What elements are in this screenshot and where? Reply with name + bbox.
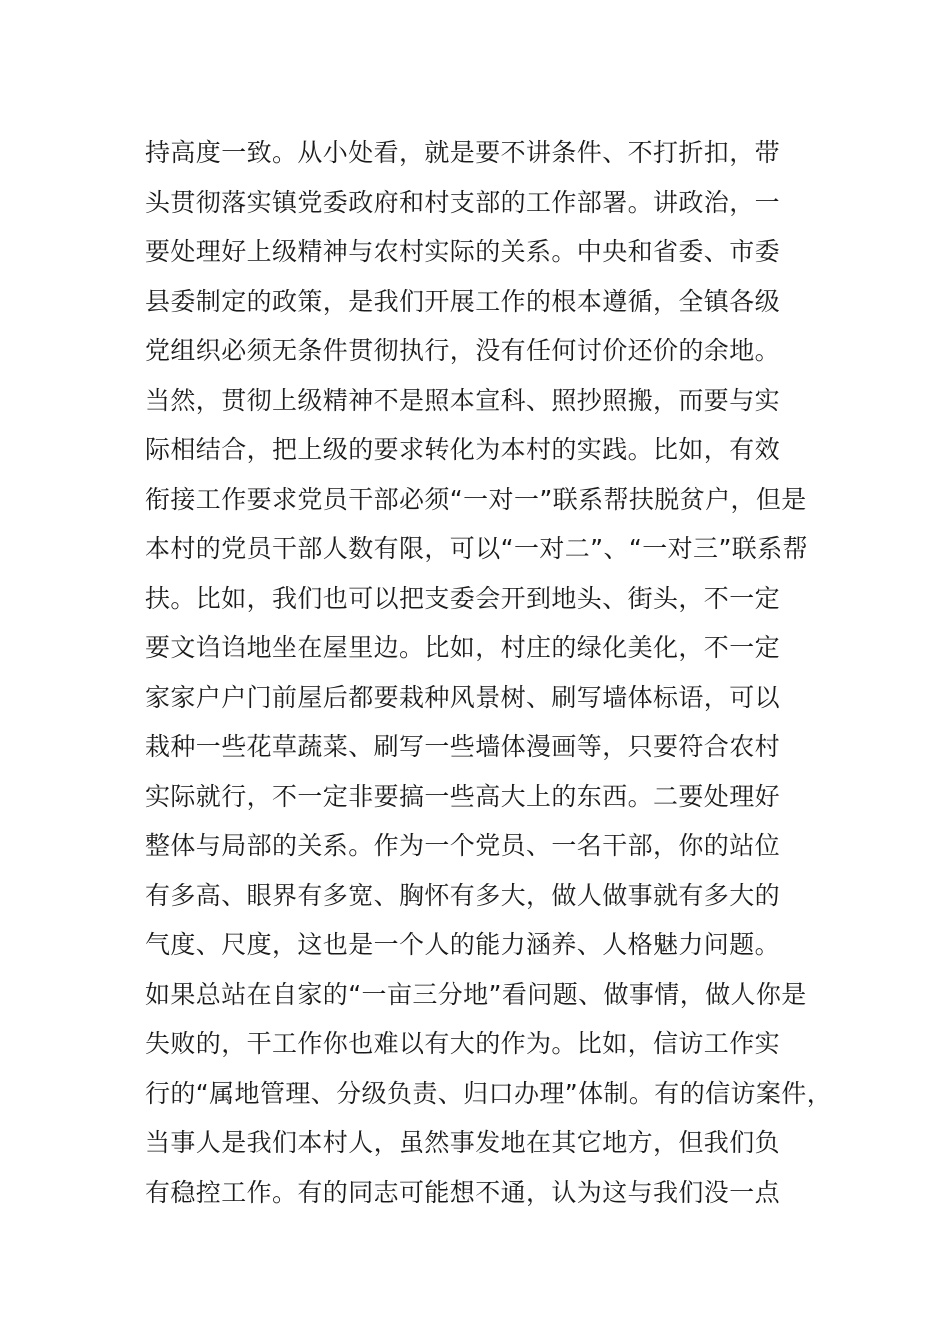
text-line: 当事人是我们本村人，虽然事发地在其它地方，但我们负 bbox=[145, 1128, 781, 1157]
text-line: 县委制定的政策，是我们开展工作的根本遵循，全镇各级 bbox=[145, 286, 781, 316]
text-line: 党组织必须无条件贯彻执行，没有任何讨价还价的余地。 bbox=[145, 336, 781, 365]
text-line: 持高度一致。从小处看，就是要不讲条件、不打折扣，带 bbox=[145, 138, 781, 167]
text-line: 如果总站在自家的“一亩三分地”看问题、做事情，做人你是 bbox=[145, 979, 807, 1009]
text-line: 衔接工作要求党员干部必须“一对一”联系帮扶脱贫户，但是 bbox=[145, 484, 807, 514]
text-line: 本村的党员干部人数有限，可以“一对二”、“一对三”联系帮 bbox=[145, 534, 809, 563]
text-line: 际相结合，把上级的要求转化为本村的实践。比如，有效 bbox=[145, 435, 781, 464]
text-line: 实际就行，不一定非要搞一些高大上的东西。二要处理好 bbox=[145, 781, 781, 811]
text-line: 头贯彻落实镇党委政府和村支部的工作部署。讲政治，一 bbox=[145, 187, 781, 217]
text-line: 家家户户门前屋后都要栽种风景树、刷写墙体标语，可以 bbox=[145, 682, 781, 712]
text-line: 有稳控工作。有的同志可能想不通，认为这与我们没一点 bbox=[145, 1177, 781, 1207]
text-line: 气度、尺度，这也是一个人的能力涵养、人格魅力问题。 bbox=[145, 930, 781, 959]
text-line: 要处理好上级精神与农村实际的关系。中央和省委、市委 bbox=[145, 237, 781, 266]
text-line: 有多高、眼界有多宽、胸怀有多大，做人做事就有多大的 bbox=[145, 880, 781, 910]
text-line: 栽种一些花草蔬菜、刷写一些墙体漫画等，只要符合农村 bbox=[145, 732, 781, 761]
text-line: 整体与局部的关系。作为一个党员、一名干部，你的站位 bbox=[145, 831, 781, 860]
text-line: 当然，贯彻上级精神不是照本宣科、照抄照搬，而要与实 bbox=[145, 385, 781, 415]
text-line: 行的“属地管理、分级负责、归口办理”体制。有的信访案件， bbox=[145, 1078, 833, 1108]
text-line: 失败的，干工作你也难以有大的作为。比如，信访工作实 bbox=[145, 1029, 781, 1058]
body-text bbox=[145, 128, 845, 1217]
text-line: 扶。比如，我们也可以把支委会开到地头、街头，不一定 bbox=[145, 583, 781, 613]
text-line: 要文诌诌地坐在屋里边。比如，村庄的绿化美化，不一定 bbox=[145, 633, 781, 662]
